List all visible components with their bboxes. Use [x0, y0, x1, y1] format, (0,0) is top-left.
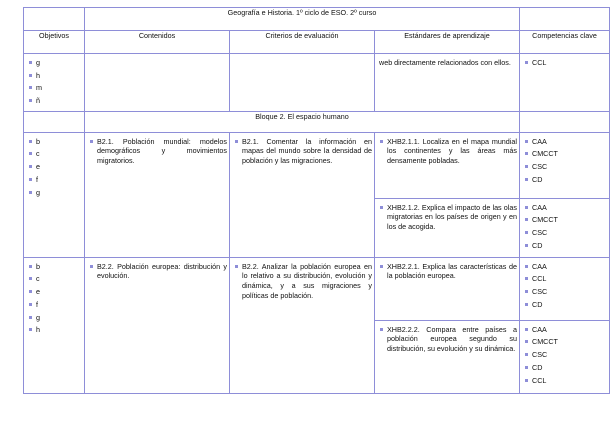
- competencia-item: CMCCT: [524, 337, 607, 350]
- objetivo-item: m: [28, 83, 82, 96]
- competencia-item: CAA: [524, 325, 607, 338]
- competencia-item: CAA: [524, 262, 607, 275]
- contenido-cell: [85, 132, 230, 257]
- competencia-item: CSC: [524, 228, 607, 241]
- competencia-item: CD: [524, 241, 607, 254]
- contenido-text: B2.1. Población mundial: modelos demográficos y movimientos migratorios.: [89, 137, 227, 166]
- competencias-cell: [520, 320, 610, 393]
- objetivo-item: f: [28, 300, 82, 313]
- competencia-item: CCL: [524, 376, 607, 389]
- competencia-item: CAA: [524, 137, 607, 150]
- estandar-cell: [375, 257, 520, 320]
- estandar-cell: [375, 132, 520, 198]
- objetivo-item: f: [28, 175, 82, 188]
- header-objetivos: Objetivos: [24, 31, 85, 54]
- competencia-item: CSC: [524, 350, 607, 363]
- criterio-cell: [230, 132, 375, 257]
- competencia-item: CSC: [524, 162, 607, 175]
- objetivo-item: h: [28, 71, 82, 84]
- objetivo-item: e: [28, 162, 82, 175]
- header-estandares: Estándares de aprendizaje: [375, 31, 520, 54]
- contenido-text: B2.2. Población europea: distribución y evolución.: [89, 262, 227, 281]
- estandar-cell: [375, 320, 520, 393]
- objetivo-item: g: [28, 188, 82, 201]
- contenido-cell: [85, 257, 230, 393]
- competencia-item: CCL: [524, 58, 607, 71]
- header-criterios: Criterios de evaluación: [230, 31, 375, 54]
- objetivo-item: ñ: [28, 96, 82, 109]
- competencia-item: CD: [524, 300, 607, 313]
- estandar-text: XHB2.2.2. Compara entre países a población europea segundo su distribución, su evolución y su dinámica.: [379, 325, 517, 354]
- estandar-cell: [375, 198, 520, 257]
- objetivo-item: e: [28, 287, 82, 300]
- objetivo-item: h: [28, 325, 82, 338]
- criterio-text: B2.2. Analizar la población europea en lo relativo a su distribución, evolución y dinámica, y a sus migraciones y políticas de población.: [234, 262, 372, 300]
- competencia-item: CD: [524, 363, 607, 376]
- objetivo-item: b: [28, 262, 82, 275]
- objetivos-cell: [24, 132, 85, 257]
- criterio-text: B2.1. Comentar la información en mapas del mundo sobre la densidad de población y las migraciones.: [234, 137, 372, 166]
- estandar-text: XHB2.2.1. Explica las características de la población europea.: [379, 262, 517, 281]
- header-competencias: Competencias clave: [520, 31, 610, 54]
- objetivos-cell: [24, 257, 85, 393]
- estandar-text: XHB2.1.1. Localiza en el mapa mundial los continentes y las áreas más densamente pobladas.: [379, 137, 517, 166]
- criterio-cell: [230, 54, 375, 112]
- title-blank-cell: [24, 8, 85, 31]
- criterio-cell: [230, 257, 375, 393]
- block-blank-cell: [24, 111, 85, 132]
- competencias-cell: [520, 132, 610, 198]
- competencia-item: CAA: [524, 203, 607, 216]
- objetivo-item: b: [28, 137, 82, 150]
- competencia-item: CD: [524, 175, 607, 188]
- estandar-cell: [375, 54, 520, 112]
- contenido-cell: [85, 54, 230, 112]
- objetivo-item: c: [28, 274, 82, 287]
- competencia-item: CMCCT: [524, 149, 607, 162]
- competencia-item: CCL: [524, 274, 607, 287]
- objetivos-cell: [24, 54, 85, 112]
- objetivo-item: c: [28, 149, 82, 162]
- competencias-cell: [520, 198, 610, 257]
- competencia-item: CSC: [524, 287, 607, 300]
- block-title: Bloque 2. El espacio humano: [85, 111, 520, 132]
- title-blank-cell-right: [520, 8, 610, 31]
- estandar-text: XHB2.1.2. Explica el impacto de las olas migratorias en los países de origen y en los de acogida.: [379, 203, 517, 232]
- competencias-cell: [520, 257, 610, 320]
- header-contenidos: Contenidos: [85, 31, 230, 54]
- block-blank-cell-right: [520, 111, 610, 132]
- estandar-text: web directamente relacionados con ellos.: [379, 58, 511, 67]
- objetivo-item: g: [28, 313, 82, 326]
- competencia-item: CMCCT: [524, 215, 607, 228]
- table-title: Geografía e Historia. 1º ciclo de ESO. 2º curso: [85, 8, 520, 31]
- competencias-cell: [520, 54, 610, 112]
- objetivo-item: g: [28, 58, 82, 71]
- curriculum-table: [23, 7, 610, 394]
